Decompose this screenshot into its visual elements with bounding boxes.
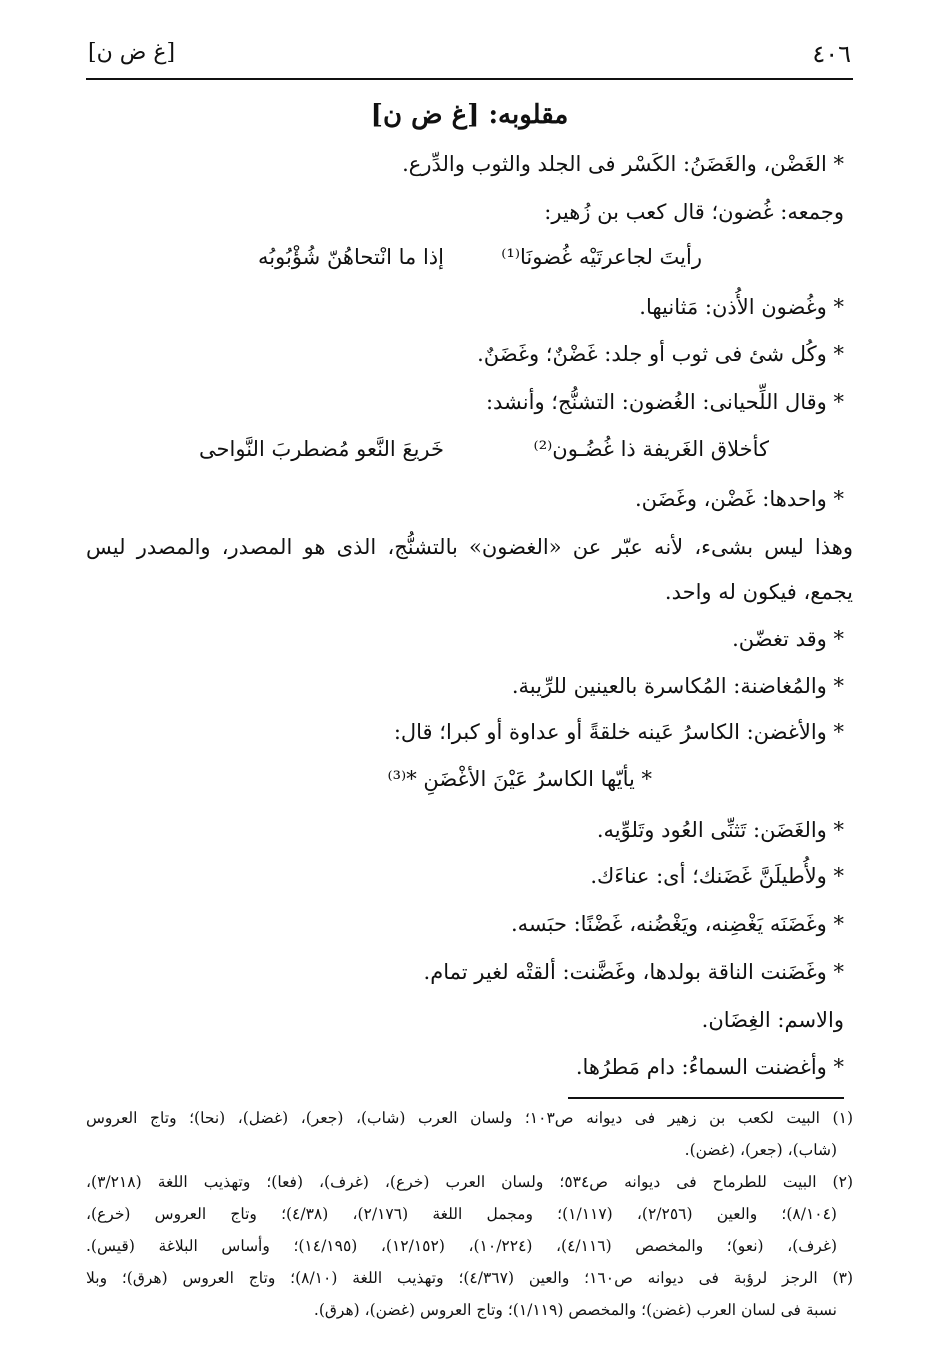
footnote-line: (شاب)، (جعر)، (غضن).: [684, 1141, 837, 1159]
entry-line: * والأغضن: الكاسرُ عَينه خلقةً أو عداوة أو كبرا؛ قال:: [393, 720, 844, 744]
entry-line: وجمعه: غُضون؛ قال كعب بن زُهير:: [544, 200, 844, 224]
entry-line: * وأغضنت السماءُ: دام مَطرُها.: [575, 1055, 844, 1079]
header-root-label: [غ ض ن]: [88, 40, 176, 65]
entry-line: * وغَضَنت الناقة بولدها، وغَضَّنت: ألقتْه لغير تمام.: [423, 960, 844, 984]
entry-line: والاسم: الغِضَان.: [701, 1008, 844, 1032]
entry-line: * والمُغاضنة: المُكاسرة بالعينين للرِّيبة.: [511, 674, 844, 698]
section-title: مقلوبه: [غ ض ن]: [370, 100, 569, 130]
verse-hemistich-second: إذا ما انْتحاهُنّ شُؤْبُوبُه: [258, 245, 444, 269]
entry-line: * وقال اللِّحيانى: الغُضون: التشنُّج؛ وأنشد:: [485, 390, 844, 414]
footnote-divider: [568, 1097, 844, 1099]
entry-line: * وقد تغضّن.: [732, 627, 844, 651]
entry-line: * والغَضَن: تَثنِّى العُود وتَلوِّيه.: [596, 818, 844, 842]
entry-line: * ولأُطيلَنَّ غَضَنك؛ أى: عناءَك.: [590, 864, 844, 888]
verse-hemistich-first: رأيتَ لجاعرتَيْه غُضونَا⁽¹⁾: [501, 245, 702, 269]
footnote-line: (غرف)، (نعو)؛ والمخصص (٤/١١٦)، (١٠/٢٢٤)، (١٢/١٥٢)، (١٤/١٩٥)؛ وأساس البلاغة (قيس).: [86, 1237, 838, 1255]
footnote-line: (٣) الرجز لرؤبة فى ديوانه ص١٦٠؛ والعين (٤/٣٦٧)؛ وتهذيب اللغة (٨/١٠)؛ وتاج العروس (هرق)؛ وبلا: [86, 1269, 853, 1287]
header-divider: [86, 78, 853, 80]
rajaz-verse: * يأيّها الكاسرُ عَيْنَ الأغْضَنِ *⁽³⁾: [387, 767, 652, 791]
entry-line: * وغُضون الأُذن: مَثانيها.: [639, 295, 844, 319]
verse-hemistich-first: كأخلاق الغَريفة ذا غُضُـون⁽²⁾: [533, 437, 769, 461]
footnote-line: (٨/١٠٤)؛ والعين (٢/٢٥٦)، (١/١١٧)؛ ومجمل اللغة (٢/١٧٦)، (٤/٣٨)؛ وتاج العروس (خرع)،: [86, 1205, 837, 1223]
entry-line: * وكُل شئ فى ثوب أو جلد: غَضْنٌ؛ وغَضَنٌ.: [477, 342, 844, 366]
footnote-line: (٢) البيت للطرماح فى ديوانه ص٥٣٤؛ ولسان العرب (خرع)، (غرف)، (فعا)؛ وتهذيب اللغة (٣/٢١٨)،: [86, 1173, 853, 1191]
entry-line: * وغَضَنَه يَغْضِنه، ويَغْضُنه، غَضْنًا: حبَسه.: [510, 912, 844, 936]
footnote-line: نسبة فى لسان العرب (غضن)؛ والمخصص (١/١١٩)؛ وتاج العروس (غضن)، (هرق).: [313, 1301, 837, 1319]
entry-line: يجمع، فيكون له واحد.: [664, 580, 853, 604]
verse-hemistich-second: خَريعَ النَّعو مُضطربَ النَّواحى: [199, 437, 444, 461]
entry-line: وهذا ليس بشىء، لأنه عبّر عن «الغضون» بالتشنُّج، الذى هو المصدر، والمصدر ليس: [86, 535, 853, 559]
footnote-line: (١) البيت لكعب بن زهير فى ديوانه ص١٠٣؛ ولسان العرب (شاب)، (جعر)، (غضل)، (نحا)؛ وتاج العروس: [86, 1109, 853, 1127]
entry-line: * واحدها: غَضْن، وغَضَن.: [634, 487, 844, 511]
entry-line: * الغَضْن، والغَضَنُ: الكَسْر فى الجلد والثوب والدِّرع.: [402, 152, 844, 176]
page-number: ٤٠٦: [812, 40, 851, 68]
